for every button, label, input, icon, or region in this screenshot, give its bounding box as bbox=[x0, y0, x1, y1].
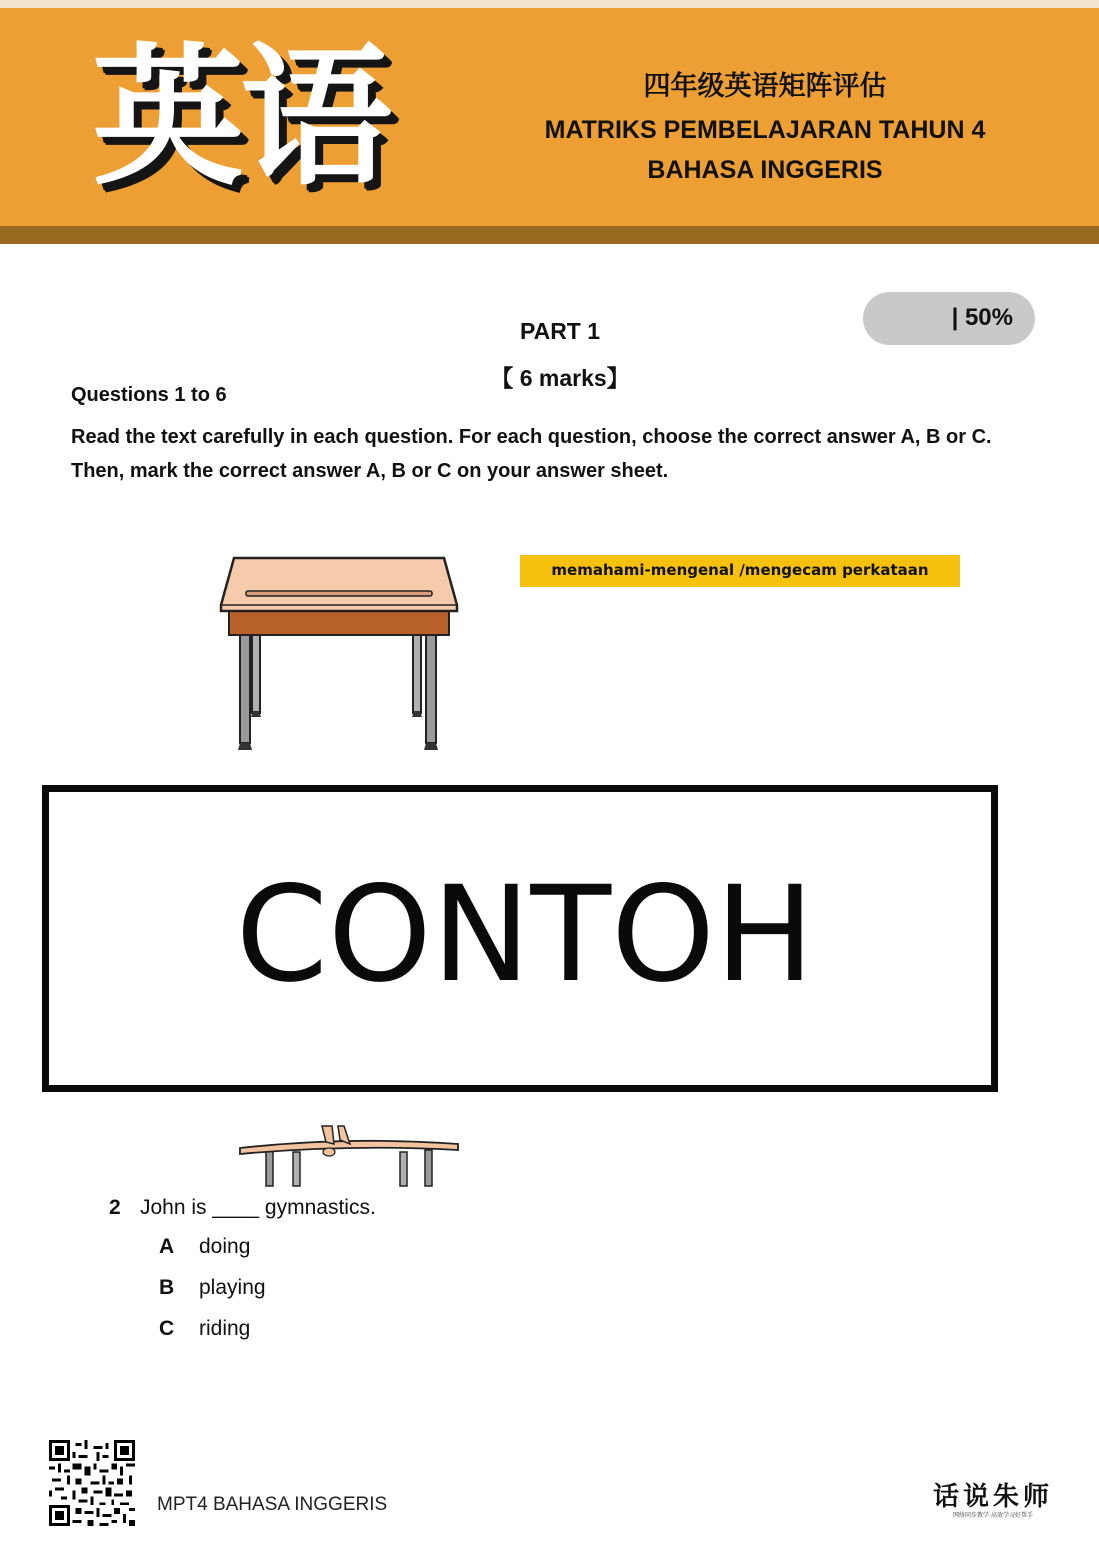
brand-logo bbox=[928, 1482, 1058, 1526]
brand-logo-text: 话说朱师 bbox=[932, 1482, 1053, 1512]
header-shadow-bar bbox=[0, 226, 1099, 244]
footer-label: MPT4 BAHASA INGGERIS bbox=[157, 1494, 388, 1515]
example-watermark-text: CONTOH bbox=[235, 858, 815, 1012]
option-b[interactable] bbox=[159, 1276, 266, 1300]
instructions: Read the text carefully in each question. For each question, choose the correct answer A, B or C. Then, mark the correct answer A, B or C on your answer sheet. bbox=[71, 426, 992, 482]
skill-tag: memahami-mengenal /mengecam perkataan bbox=[520, 555, 960, 587]
progress-badge-label: | 50% bbox=[951, 304, 1013, 331]
qr-code[interactable] bbox=[49, 1440, 135, 1526]
part-title: PART 1 bbox=[519, 318, 601, 344]
part-marks: 【 6 marks】 bbox=[490, 365, 630, 391]
option-letter: A bbox=[159, 1235, 175, 1258]
option-letter: C bbox=[159, 1317, 175, 1340]
option-c[interactable] bbox=[159, 1317, 250, 1341]
questions-range: Questions 1 to 6 bbox=[71, 384, 227, 406]
header-subtitle-block bbox=[470, 64, 1060, 190]
question-number: 2 bbox=[109, 1196, 121, 1219]
top-strip bbox=[0, 0, 1099, 8]
subtitle-chinese: 四年级英语矩阵评估 bbox=[643, 71, 887, 102]
progress-badge bbox=[863, 292, 1035, 345]
option-text: doing bbox=[199, 1235, 251, 1258]
option-text: riding bbox=[199, 1317, 251, 1340]
balance-beam-image bbox=[236, 1122, 462, 1188]
example-watermark-box bbox=[42, 785, 998, 1092]
option-letter: B bbox=[159, 1276, 175, 1299]
brand-logo-subtext: 网络同步教学·高效学习好帮手 bbox=[953, 1513, 1033, 1519]
question-text: John is ____ gymnastics. bbox=[140, 1196, 376, 1219]
subtitle-line-2: BAHASA INGGERIS bbox=[647, 156, 883, 184]
desk-image bbox=[214, 553, 464, 753]
option-a[interactable] bbox=[159, 1235, 250, 1259]
big-title: 英语 bbox=[92, 27, 388, 206]
option-text: playing bbox=[199, 1276, 266, 1299]
question-2 bbox=[109, 1196, 376, 1220]
subtitle-line-1: MATRIKS PEMBELAJARAN TAHUN 4 bbox=[544, 116, 986, 144]
